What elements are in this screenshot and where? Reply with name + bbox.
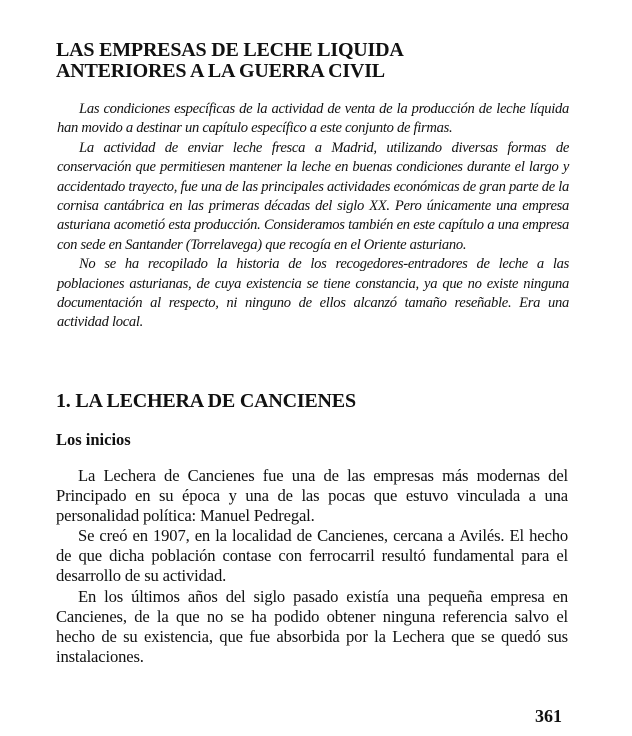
chapter-title <box>56 40 576 82</box>
chapter-intro <box>57 100 569 333</box>
chapter-title-line-1: LAS EMPRESAS DE LECHE LIQUIDA <box>56 39 404 61</box>
body-paragraph: En los últimos años del siglo pasado existía una pequeña empresa en Cancienes, de la que no se ha podido obtener ninguna referencia salvo el hecho de su existencia, que fue absorbida por la Lechera que se quedó sus instalaciones. <box>56 586 568 666</box>
chapter-title-line-2: ANTERIORES A LA GUERRA CIVIL <box>56 60 385 82</box>
section-title: 1. LA LECHERA DE CANCIENES <box>56 390 356 412</box>
subsection-title: Los inicios <box>56 430 131 449</box>
body-paragraph: La Lechera de Cancienes fue una de las empresas más modernas del Principado en su época y una de las pocas que estuvo vinculada a una personalidad política: Manuel Pedregal. <box>56 466 568 526</box>
page-number: 361 <box>535 706 562 726</box>
intro-paragraph: La actividad de enviar leche fresca a Madrid, utilizando diversas formas de conservación que permitiesen mantener la leche en buenas condiciones durante el largo y accidentado trayecto, fue una de las principales actividades económicas de gran parte de la cornisa cantábrica en las primeras décadas del siglo XX. Pero únicamente una empresa asturiana acometió esta producción. Consideramos también en este capítulo a una empresa con sede en Santander (Torrelavega) que recogía en el Oriente asturiano. <box>57 139 569 253</box>
body-paragraph: Se creó en 1907, en la localidad de Cancienes, cercana a Avilés. El hecho de que dicha población contase con ferrocarril resultó fundamental para el desarrollo de su actividad. <box>56 526 568 586</box>
section-body <box>56 466 568 667</box>
intro-paragraph: No se ha recopilado la historia de los recogedores-entradores de leche a las poblaciones asturianas, de cuya existencia se tiene constancia, ya que no existe ninguna documentación al respecto, ni ninguno de ellos alcanzó tamaño reseñable. Era una actividad local. <box>57 256 569 331</box>
intro-paragraph: Las condiciones específicas de la actividad de venta de la producción de leche líquida han movido a destinar un capítulo específico a este conjunto de firmas. <box>57 101 569 137</box>
